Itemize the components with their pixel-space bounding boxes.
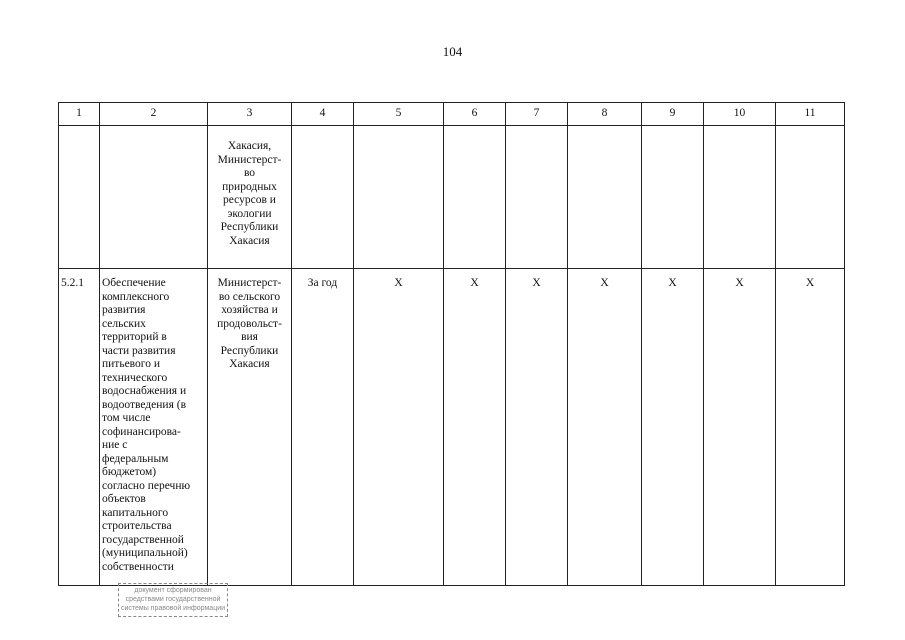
name-line: водоснабжения и [102,385,187,397]
name-line: собственности [102,560,174,573]
name-line: объектов [102,493,146,505]
period-cell: За год [292,269,354,586]
column-number: 7 [506,103,568,126]
column-number: 1 [59,103,100,126]
executor-cell [208,269,292,586]
program-table [58,102,845,586]
value-cell: Х [642,269,704,586]
executor-line: Республики [220,221,279,233]
executor-line: экологии [227,207,272,220]
name-line: водоотведения (в [102,398,186,411]
executor-line: Министерст- [217,277,282,289]
executor-line: Хакасия [229,358,270,370]
value-cell: Х [568,269,642,586]
page-number: 104 [442,44,463,59]
name-line: согласно перечню [102,479,191,492]
name-line: федеральным [102,452,169,465]
column-number: 5 [354,103,444,126]
name-line: капитального [102,506,169,519]
executor-line: Министерст- [217,153,282,166]
name-line: Обеспечение [102,277,166,289]
cell-empty [642,126,704,269]
measure-name-cell [100,269,208,586]
name-line: том числе [102,412,151,424]
cell-empty [100,126,208,269]
value-cell: Х [444,269,506,586]
column-number: 2 [100,103,208,126]
name-line: части развития [102,344,176,357]
cell-empty [776,126,845,269]
column-number: 6 [444,103,506,126]
column-number: 3 [208,103,292,126]
cell-empty [506,126,568,269]
document-stamp [118,583,228,617]
column-number: 10 [704,103,776,126]
executor-line: Хакасия [229,234,270,247]
executor-line: природных [222,180,277,193]
cell-empty [59,126,100,269]
name-line: комплексного [102,290,170,303]
name-line: бюджетом) [102,466,157,478]
executor-cell [208,126,292,269]
value-cell: Х [354,269,444,586]
stamp-line: системы правовой информации [120,605,226,612]
continuation-row [59,126,845,269]
name-line: питьевого и [102,358,160,370]
cell-empty [354,126,444,269]
name-line: строительства [102,520,172,532]
column-number: 4 [292,103,354,126]
table-row [59,269,845,586]
name-line: государственной [102,533,184,546]
executor-line: Хакасия, [227,140,272,152]
cell-empty [444,126,506,269]
executor-line: ресурсов и [223,194,276,206]
value-cell: Х [704,269,776,586]
name-line: развития [102,304,146,316]
stamp-line: документ сформирован [134,587,212,594]
executor-line: во [243,167,256,179]
column-number: 9 [642,103,704,126]
executor-line: продовольст- [217,317,282,330]
name-line: территорий в [102,331,167,343]
column-number: 11 [776,103,845,126]
column-number: 8 [568,103,642,126]
executor-line: Республики [220,344,279,357]
name-line: софинансирова- [102,425,181,438]
value-cell: Х [776,269,845,586]
stamp-line: средствами государственной [125,596,221,603]
column-number-row [59,103,845,126]
executor-line: вия [241,331,258,343]
row-code: 5.2.1 [59,269,100,586]
name-line: (муниципальной) [102,547,188,559]
name-line: технического [102,371,168,384]
cell-empty [704,126,776,269]
name-line: ние с [102,439,128,451]
cell-empty [292,126,354,269]
name-line: сельских [102,317,146,330]
cell-empty [568,126,642,269]
executor-line: во сельского [218,290,281,303]
executor-line: хозяйства и [221,304,278,316]
value-cell: Х [506,269,568,586]
